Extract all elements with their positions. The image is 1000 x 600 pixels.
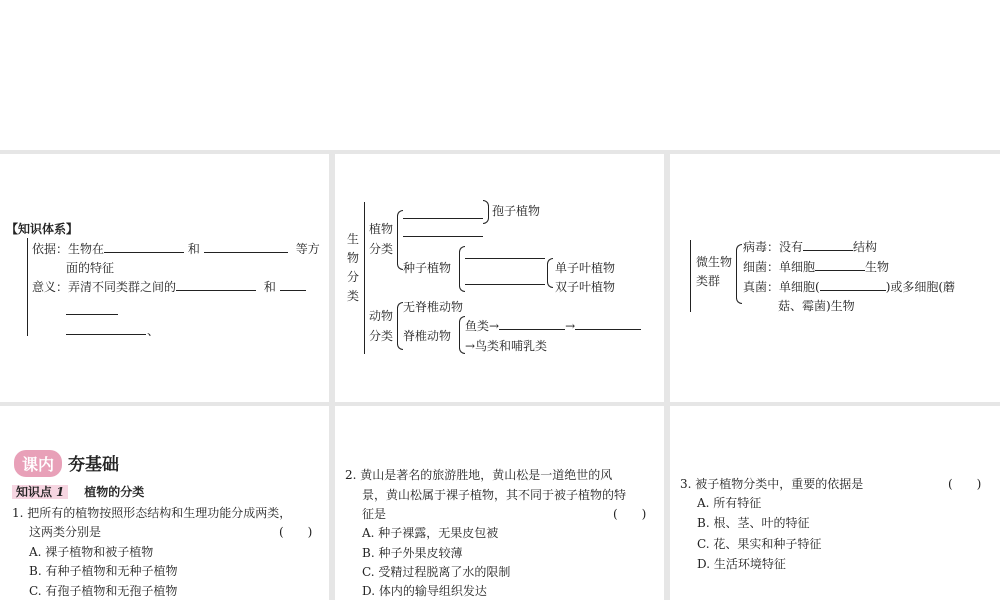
bracket-line <box>27 238 28 336</box>
virus-line <box>743 240 877 254</box>
fungi-line-2: 菇、霉菌)生物 <box>778 299 855 313</box>
seed-plants: 种子植物 <box>403 261 452 275</box>
q2-line-3: 征是 <box>362 507 387 521</box>
plant-cat-2: 分类 <box>369 242 394 256</box>
monocot: 单子叶植物 <box>555 261 616 275</box>
invertebrates: 无脊椎动物 <box>403 300 464 314</box>
blank[interactable] <box>820 280 886 291</box>
q1-line-1: 1. 把所有的植物按照形态结构和生理功能分成两类， <box>12 506 292 520</box>
fish-row <box>465 319 641 333</box>
kp-tag <box>12 485 68 499</box>
char-fen: 分 <box>347 270 360 284</box>
answer-paren[interactable]: ( ) <box>279 525 313 539</box>
char-sheng: 生 <box>347 232 360 246</box>
char-lei: 类 <box>347 289 360 303</box>
dicot: 双子叶植物 <box>555 280 616 294</box>
vertebrates: 脊椎动物 <box>403 329 452 343</box>
q2-option-b[interactable]: B. 种子外果皮较薄 <box>362 546 463 560</box>
char-wu: 物 <box>347 251 360 265</box>
arrow: → <box>489 319 500 333</box>
kp-title: 植物的分类 <box>84 485 145 499</box>
knowledge-heading: 【知识体系】 <box>6 222 79 236</box>
virus-label: 病毒：没有 <box>743 240 804 254</box>
q1-option-a[interactable]: A. 裸子植物和被子植物 <box>29 545 154 559</box>
exercise-panel-3 <box>670 406 1000 600</box>
organism-classification-panel <box>335 154 664 402</box>
basis-and: 和 <box>187 242 200 256</box>
blank[interactable] <box>575 319 641 330</box>
banner-ke: 课内 <box>14 450 62 477</box>
q3-option-d[interactable]: D. 生活环境特征 <box>697 557 786 571</box>
plant-cat-1: 植物 <box>369 222 394 236</box>
q3-option-a[interactable]: A. 所有特征 <box>697 496 762 510</box>
bracket-line <box>690 240 691 312</box>
micro-label-1: 微生物 <box>696 255 733 269</box>
comma: 、 <box>147 324 160 338</box>
spore-plants: 孢子植物 <box>492 204 541 218</box>
blank[interactable] <box>465 284 545 285</box>
q2-option-a[interactable]: A. 种子裸露，无果皮包被 <box>362 526 499 540</box>
blank[interactable] <box>403 218 483 219</box>
basis-label: 依据：生物在 <box>32 242 105 256</box>
spore-brace <box>483 200 489 224</box>
q1-option-c[interactable]: C. 有孢子植物和无孢子植物 <box>29 584 178 598</box>
blank[interactable] <box>176 280 256 291</box>
blank[interactable] <box>104 242 184 253</box>
q1-option-b[interactable]: B. 有种子植物和无种子植物 <box>29 564 178 578</box>
blank[interactable] <box>499 319 565 330</box>
knowledge-point <box>12 485 144 499</box>
blank[interactable] <box>465 258 545 259</box>
blank[interactable] <box>204 242 288 253</box>
q3-line-1: 3. 被子植物分类中，重要的依据是 <box>680 477 864 491</box>
blank[interactable] <box>803 240 853 251</box>
angio-brace <box>547 258 553 288</box>
micro-label-2: 类群 <box>696 274 721 288</box>
meaning-line <box>32 280 306 294</box>
micro-brace <box>736 244 742 304</box>
bacteria-line <box>743 260 889 274</box>
basis-line <box>32 242 320 256</box>
main-bracket <box>364 202 365 354</box>
q2-line-1: 2. 黄山是著名的旅游胜地，黄山松是一道绝世的风 <box>345 468 613 482</box>
blank[interactable] <box>280 280 306 291</box>
section-banner <box>14 450 119 477</box>
basis-tail: 等方 <box>295 242 320 256</box>
seed-brace <box>459 246 465 292</box>
q2-option-d[interactable]: D. 体内的输导组织发达 <box>362 584 487 598</box>
banner-title: 夯基础 <box>68 455 120 475</box>
meaning-label: 意义：弄清不同类群之间的 <box>32 280 177 294</box>
virus-tail: 结构 <box>853 240 878 254</box>
kp-number: 1 <box>56 485 65 499</box>
fish: 鱼类 <box>465 319 490 333</box>
blank[interactable] <box>815 260 865 271</box>
q3-option-c[interactable]: C. 花、果实和种子特征 <box>697 537 822 551</box>
fungi-tail: )或多细胞(蘑 <box>885 280 956 294</box>
q3-option-b[interactable]: B. 根、茎、叶的特征 <box>697 516 810 530</box>
basis-line-2: 面的特征 <box>66 261 115 275</box>
blank[interactable] <box>66 334 146 335</box>
arrow: → <box>565 319 576 333</box>
animal-cat-2: 分类 <box>369 329 394 343</box>
bacteria-label: 细菌：单细胞 <box>743 260 816 274</box>
bacteria-tail: 生物 <box>865 260 890 274</box>
kp-label: 知识点 <box>16 485 53 499</box>
birds-mammals: →鸟类和哺乳类 <box>465 339 548 353</box>
fungi-line <box>743 280 955 294</box>
q2-line-2: 景，黄山松属于裸子植物，其不同于被子植物的特 <box>362 488 627 502</box>
animal-cat-1: 动物 <box>369 309 394 323</box>
q1-line-2: 这两类分别是 <box>29 525 102 539</box>
answer-paren[interactable]: ( ) <box>948 477 982 491</box>
blank[interactable] <box>66 314 118 315</box>
exercise-panel-1 <box>0 406 329 600</box>
answer-paren[interactable]: ( ) <box>613 507 647 521</box>
exercise-panel-2 <box>335 406 664 600</box>
fungi-label: 真菌：单细胞( <box>743 280 820 294</box>
microorganism-panel <box>670 154 1000 402</box>
blank[interactable] <box>403 236 483 237</box>
meaning-and: 和 <box>263 280 276 294</box>
knowledge-system-panel <box>0 154 329 402</box>
q2-option-c[interactable]: C. 受精过程脱离了水的限制 <box>362 565 511 579</box>
